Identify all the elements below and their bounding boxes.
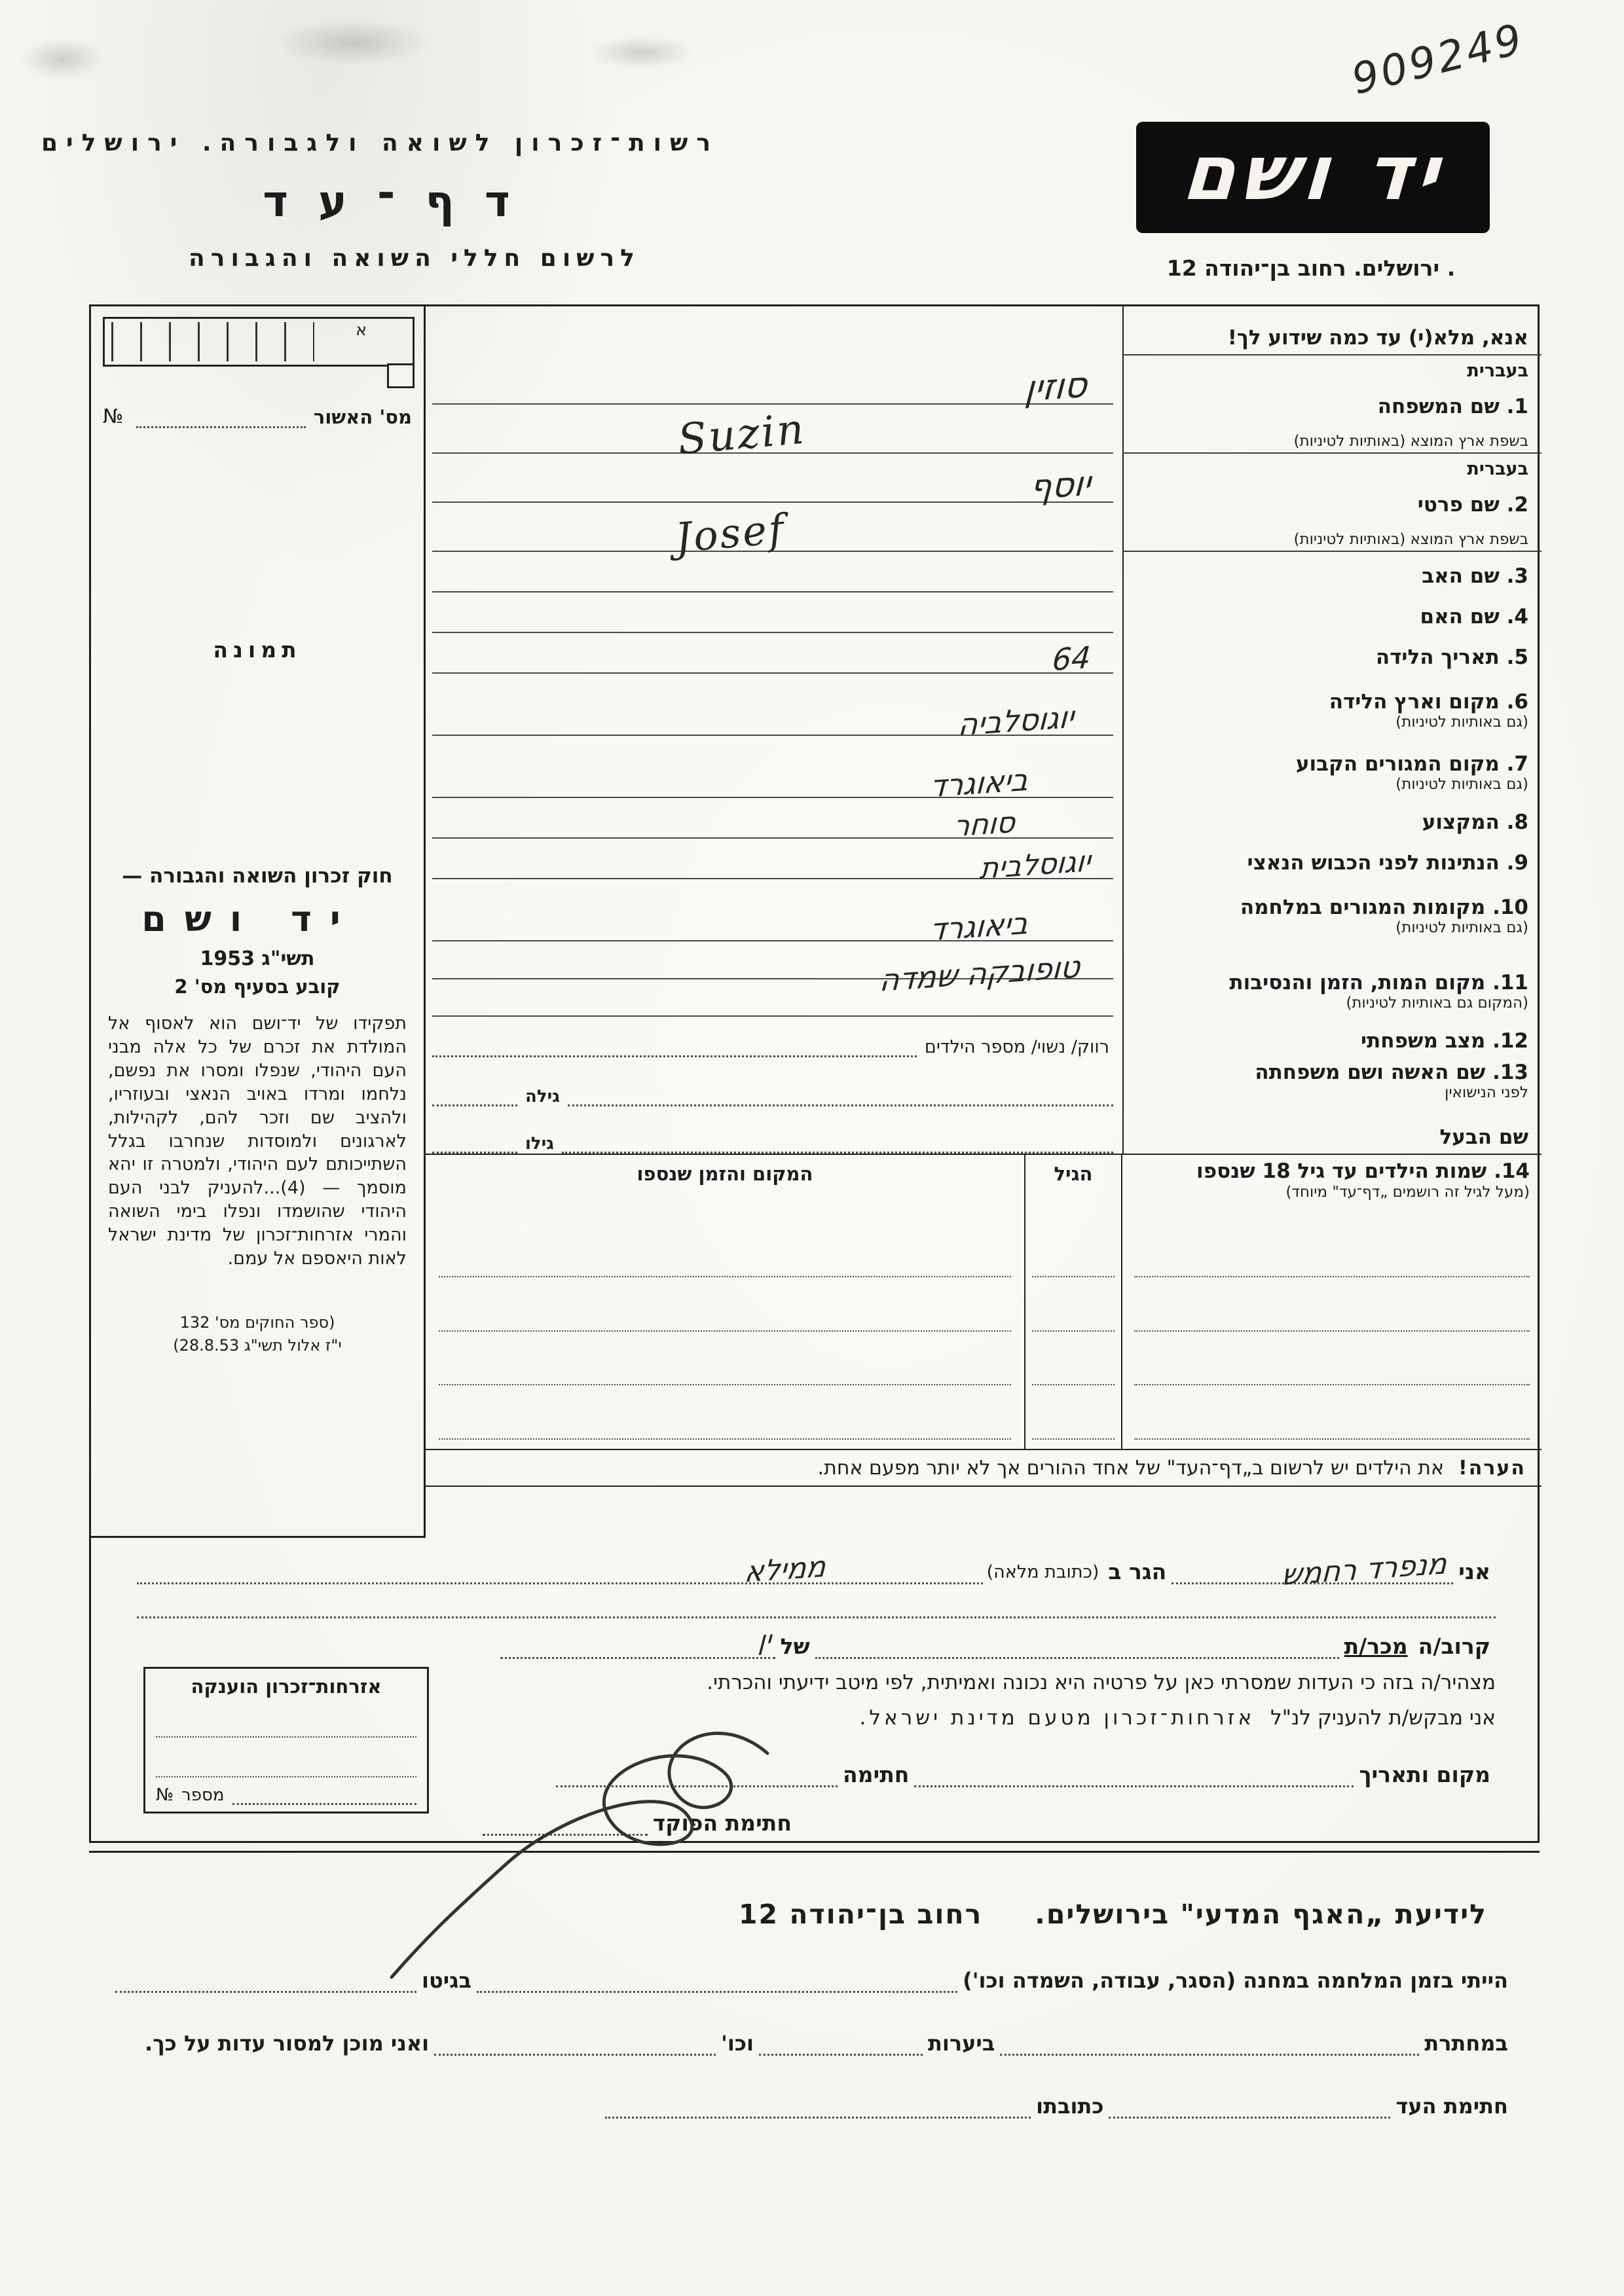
law-title: חוק זכרון השואה והגבורה — — [122, 864, 393, 888]
place-date-label: מקום ותאריך — [1359, 1762, 1490, 1787]
write-line — [432, 355, 1113, 410]
write-line — [432, 552, 1113, 592]
witness-signature-row — [89, 2091, 1540, 2119]
wartime-residence-line — [426, 879, 1122, 948]
marital-status-options-line — [432, 1017, 1113, 1057]
form-row-first-name — [426, 454, 1541, 562]
relation-row — [137, 1625, 1496, 1659]
notice-title: לידיעת „האגף המדעי" בירושלים. — [1035, 1899, 1487, 1930]
dotted-blank — [137, 1592, 1496, 1618]
form-row-husband-name — [426, 1106, 1541, 1154]
table-row-line — [1032, 1394, 1115, 1440]
residence-line — [426, 736, 1122, 805]
handwriting-family-name-hebrew: סוזין — [1023, 363, 1089, 410]
wife-name-label-cell — [1122, 1057, 1541, 1106]
strip-sub-box — [387, 363, 415, 388]
dotted-blank — [432, 1034, 917, 1057]
wife-name-sublabel: לפני הנישואין — [1445, 1084, 1528, 1102]
children-age-column — [1024, 1155, 1122, 1449]
form-row-wartime-residence — [426, 879, 1541, 948]
dotted-blank — [1109, 2091, 1390, 2119]
witness-signature-label: חתימת העד — [1395, 2094, 1508, 2119]
law-year: תשי"ג 1953 — [200, 947, 315, 970]
note-title: הערה! — [1458, 1456, 1526, 1480]
camp-label: הייתי בזמן המלחמה במחנה (הסגר, עבודה, השמדה וכו') — [963, 1968, 1508, 1993]
header-address: . ירושלים. רחוב בן־יהודה 12 — [1166, 255, 1456, 281]
form-row-marital-status — [426, 1017, 1541, 1057]
declarant-name-blank — [1172, 1547, 1453, 1592]
statement-request-emphasis: אזרחות־זכרון מטעם מדינת ישראל. — [859, 1706, 1255, 1730]
dotted-blank — [136, 405, 306, 428]
wartime-residence-label-cell — [1122, 879, 1541, 941]
form-row-family-name — [426, 355, 1541, 465]
birth-date-line — [426, 633, 1122, 678]
husband-name-label: שם הבעל — [1439, 1125, 1528, 1150]
law-reference — [108, 1311, 407, 1357]
table-row-line — [1032, 1232, 1115, 1277]
first-name-label: 2. שם פרטי — [1417, 492, 1528, 517]
full-address-paren: (כתובת מלאה) — [986, 1562, 1099, 1582]
i-label: אני — [1458, 1559, 1490, 1584]
handwriting-first-name-latin: Josef — [673, 504, 788, 562]
intro-cell — [1122, 306, 1541, 355]
place-of-death-lines — [426, 941, 1122, 1017]
form-row-residence — [426, 736, 1541, 805]
residence-sublabel: (גם באותיות לטיניות) — [1395, 776, 1528, 793]
husband-name-line-flex — [432, 1106, 1113, 1154]
form-title: דף־עד — [263, 176, 540, 227]
law-reference-line2: י"ז אלול תשי"ג 28.8.53) — [173, 1336, 342, 1355]
write-line — [432, 941, 1113, 998]
write-line — [432, 979, 1113, 1017]
note-row — [426, 1449, 1541, 1487]
official-signature-scribble — [367, 1715, 838, 1990]
first-name-lines — [426, 454, 1122, 562]
mother-name-label-cell — [1122, 592, 1541, 633]
profession-label-cell — [1122, 798, 1541, 839]
scan-artifact — [20, 39, 105, 79]
handwriting-wartime-residence: ביאוגרד — [929, 905, 1029, 948]
header-title-block — [41, 130, 719, 272]
write-line — [432, 503, 1113, 562]
table-row-line — [1134, 1394, 1530, 1440]
handwriting-family-name-latin: Suzin — [675, 405, 807, 465]
underground-row — [89, 2028, 1540, 2056]
declarant-row-continuation — [137, 1592, 1496, 1618]
citizenship-number-label: מספר — [181, 1785, 225, 1805]
form-main-frame — [89, 304, 1540, 1843]
family-name-lines — [426, 355, 1122, 465]
dotted-blank — [914, 1757, 1354, 1787]
table-row-line — [1134, 1341, 1530, 1386]
family-name-sublabel: בשפת ארץ המוצא (באותיות לטיניות) — [1293, 433, 1528, 450]
numero-sign: № — [103, 405, 124, 428]
underground-label: במחתרת — [1424, 2031, 1508, 2056]
law-block — [91, 864, 424, 1357]
form-row-profession — [426, 798, 1541, 844]
law-paragraph — [108, 1012, 407, 1271]
write-line — [432, 405, 1113, 465]
table-row-line — [439, 1341, 1011, 1386]
birth-place-label: 6. מקום וארץ הלידה — [1329, 689, 1528, 714]
notice-address: רחוב בן־יהודה 12 — [739, 1899, 983, 1930]
mother-name-line — [426, 592, 1122, 633]
form-row-father-name — [426, 552, 1541, 592]
form-row-birth-place — [426, 674, 1541, 743]
form-row-intro — [426, 306, 1541, 355]
handwritten-file-number: 909249 — [1347, 14, 1530, 105]
family-name-label-cell — [1122, 355, 1541, 454]
handwriting-place-of-death: טופובקה שמדה — [878, 948, 1082, 998]
left-column — [91, 306, 424, 1538]
form-row-birth-date — [426, 633, 1541, 678]
first-name-label-cell — [1122, 454, 1541, 552]
law-name: יד ושם — [141, 898, 359, 939]
table-row-line — [1032, 1286, 1115, 1332]
her-age-label: גילה — [525, 1087, 560, 1106]
table-row-line — [439, 1286, 1011, 1332]
children-label: 14. שמות הילדים עד גיל 18 שנספו — [1196, 1159, 1530, 1183]
declarant-row — [137, 1547, 1496, 1592]
place-of-death-label: 11. מקום המות, הזמן והנסיבות — [1229, 970, 1528, 994]
of-label: של — [780, 1633, 810, 1659]
residence-label-cell — [1122, 736, 1541, 798]
relative-label: קרוב/ה — [1418, 1633, 1490, 1659]
first-name-sublabel: בשפת ארץ המוצא (באותיות לטיניות) — [1293, 531, 1528, 549]
family-name-label: 1. שם המשפחה — [1377, 394, 1528, 418]
mother-name-label: 4. שם האם — [1420, 605, 1528, 629]
wartime-residence-sublabel: (גם באותיות לטיניות) — [1395, 919, 1528, 937]
write-line — [432, 454, 1113, 508]
law-text: תפקידו של יד־ושם הוא לאסוף אל המולדת את זכרם של כל אלה מבני העם היהודי, שנפלו ומסרו את נפשם, נלחמו ומרדו באויב הנאצי ובעוזריו, ולהציב שם וזכר להם, לקהילות, לארגונים ולמוסדות שנחרבו בגלל השתייכותם לעם היהודי, ולמטרה זו יהא מוסמך — — [108, 1013, 407, 1199]
intro-text: אנא, מלא(י) עד כמה שידוע לך! — [1227, 326, 1528, 350]
tick-marks — [111, 322, 314, 361]
marital-status-label-cell — [1122, 1017, 1541, 1057]
in-hebrew-label: בעברית — [1467, 459, 1528, 479]
dotted-blank — [562, 1130, 1113, 1154]
dotted-blank — [815, 1629, 1339, 1659]
form-subtitle: לרשום חללי השואה והגבורה — [189, 245, 640, 272]
birth-date-label: 5. תאריך הלידה — [1375, 646, 1528, 670]
citizenship-label: 9. הנתינות לפני הכבוש הנאצי — [1247, 851, 1528, 875]
table-row-line — [1134, 1286, 1530, 1332]
residing-label: הגר ב — [1108, 1559, 1167, 1584]
residence-label: 7. מקום המגורים הקבוע — [1295, 752, 1528, 776]
form-row-citizenship — [426, 839, 1541, 886]
dotted-blank — [605, 2091, 1031, 2119]
marital-status-options: רווק/ נשוי/ מספר הילדים — [924, 1037, 1109, 1057]
numero-sign: № — [156, 1785, 174, 1805]
husband-name-label-cell — [1122, 1106, 1541, 1154]
handwriting-declarant-name: מנפרד רחמש — [1280, 1547, 1448, 1592]
etc-label: וכו' — [721, 2031, 754, 2056]
place-of-death-label-cell — [1122, 941, 1541, 1017]
forests-label: ביערות — [928, 2031, 995, 2056]
dotted-blank — [568, 1083, 1113, 1106]
write-line — [432, 879, 1113, 948]
scan-artifact — [275, 20, 432, 65]
marital-status-label: 12. מצב משפחתי — [1360, 1029, 1528, 1053]
signature-label: חתימה — [843, 1762, 910, 1787]
photo-placeholder-label: תמונה — [213, 637, 302, 663]
father-name-label-cell — [1122, 552, 1541, 592]
father-name-line — [426, 552, 1122, 592]
children-sublabel: (מעל לגיל זה רושמים „דף־עד" מיוחד) — [1285, 1183, 1530, 1201]
birth-date-label-cell — [1122, 633, 1541, 674]
handwriting-relation: ין — [757, 1625, 773, 1656]
law-clause: קובע בסעיף מס' 2 — [174, 975, 341, 998]
authority-line: רשות־זכרון לשואה ולגבורה. ירושלים — [41, 130, 719, 156]
write-line — [432, 592, 1113, 633]
citizenship-line — [426, 839, 1122, 886]
birth-place-line — [426, 674, 1122, 743]
children-label-block — [1134, 1155, 1530, 1232]
table-row-line — [1032, 1341, 1115, 1386]
citizenship-label-cell — [1122, 839, 1541, 879]
statement-request-lead: אני מבקש/ת להעניק לנ"ל — [1270, 1706, 1496, 1730]
handwriting-birth-place: יוגוסלביה — [957, 699, 1075, 743]
table-row-line — [439, 1232, 1011, 1277]
approval-number-label: מס' האשור — [313, 406, 412, 428]
form-row-mother-name — [426, 592, 1541, 633]
place-of-death-sublabel: (המקום גם באותיות לטיניות) — [1346, 994, 1528, 1012]
statement-truth: מצהיר/ה בזה כי העדות שמסרתי כאן על פרטיה היא נכונה ואמיתית, לפי מיטב ידיעתי והכרתי. — [707, 1671, 1496, 1694]
father-name-label: 3. שם האב — [1422, 564, 1528, 589]
age-column-header: הגיל — [1054, 1163, 1093, 1185]
handwriting-profession: סוחר — [952, 805, 1016, 844]
wife-name-label: 13. שם האשה ושם משפחתה — [1255, 1060, 1528, 1084]
ghetto-label: בגיטו — [422, 1968, 471, 1993]
table-row-line — [439, 1394, 1011, 1440]
children-place-column — [426, 1155, 1024, 1449]
husband-name-line — [426, 1106, 1122, 1154]
testimony-ready-text: ואני מוכן למסור עדות על כך. — [145, 2031, 430, 2056]
dotted-blank — [1000, 2028, 1419, 2056]
handwriting-first-name-hebrew: יוסף — [1029, 464, 1093, 508]
table-row-line — [1134, 1232, 1530, 1277]
form-row-wife-name — [426, 1057, 1541, 1106]
witness-address-label: כתובתו — [1036, 2094, 1104, 2119]
write-line — [432, 633, 1113, 678]
handwriting-residence: ביאוגרד — [929, 761, 1029, 805]
dotted-blank — [759, 2028, 923, 2056]
his-age-label: גילו — [525, 1134, 554, 1154]
dotted-blank — [432, 1130, 517, 1154]
approval-number-row — [103, 405, 412, 428]
write-line — [432, 798, 1113, 844]
form-row-place-of-death — [426, 941, 1541, 1017]
wartime-residence-label: 10. מקומות המגורים במלחמה — [1240, 895, 1528, 919]
write-line — [432, 674, 1113, 743]
handwriting-birth-date: 64 — [1051, 639, 1092, 678]
write-line — [432, 839, 1113, 886]
birth-place-sublabel: (גם באותיות לטיניות) — [1395, 714, 1528, 731]
in-hebrew-label: בעברית — [1467, 361, 1528, 381]
handwriting-declarant-address: ממילא — [743, 1550, 827, 1590]
official-signature-label: חתימת הפוקד — [652, 1810, 792, 1836]
children-table — [426, 1154, 1541, 1449]
place-column-header: המקום והזמן שנספו — [637, 1163, 813, 1185]
wife-name-line — [426, 1057, 1122, 1106]
registration-strip — [103, 317, 415, 367]
acquaintance-label: מכר/ת — [1344, 1633, 1408, 1659]
marital-status-line — [426, 1017, 1122, 1057]
law-reference-line1: (ספר החוקים מס' 132 — [179, 1313, 335, 1332]
declarant-address-blank — [137, 1550, 983, 1590]
dotted-blank — [432, 1083, 517, 1106]
dotted-blank — [434, 2028, 716, 2056]
write-line — [432, 736, 1113, 805]
children-names-column — [1122, 1155, 1541, 1449]
relation-of-blank — [500, 1625, 775, 1659]
strip-letter: א — [356, 320, 367, 339]
note-text: את הילדים יש לרשום ב„דף־העד" של אחד ההורים אך לא יותר מפעם אחת. — [817, 1456, 1445, 1480]
profession-line — [426, 798, 1122, 844]
form-fields-area — [426, 306, 1541, 1449]
handwriting-citizenship: יוגוסלבית — [978, 844, 1092, 886]
birth-place-label-cell — [1122, 674, 1541, 736]
scan-artifact — [589, 36, 694, 69]
citizenship-box-title: אזרחות־זכרון הוענקה — [191, 1675, 382, 1698]
yad-vashem-logo — [1136, 122, 1490, 233]
profession-label: 8. המקצוע — [1422, 811, 1528, 835]
law-text-continued: (4)...להעניק לבני העם היהודי שהושמדו ונפלו בימי השואה והמרי אזרחות־זכרון של מדינת ישראל לאות היאספם אל עמם. — [108, 1178, 407, 1269]
wife-name-line-flex — [432, 1057, 1113, 1106]
yad-vashem-logo-text: יד ושם — [1179, 129, 1448, 217]
